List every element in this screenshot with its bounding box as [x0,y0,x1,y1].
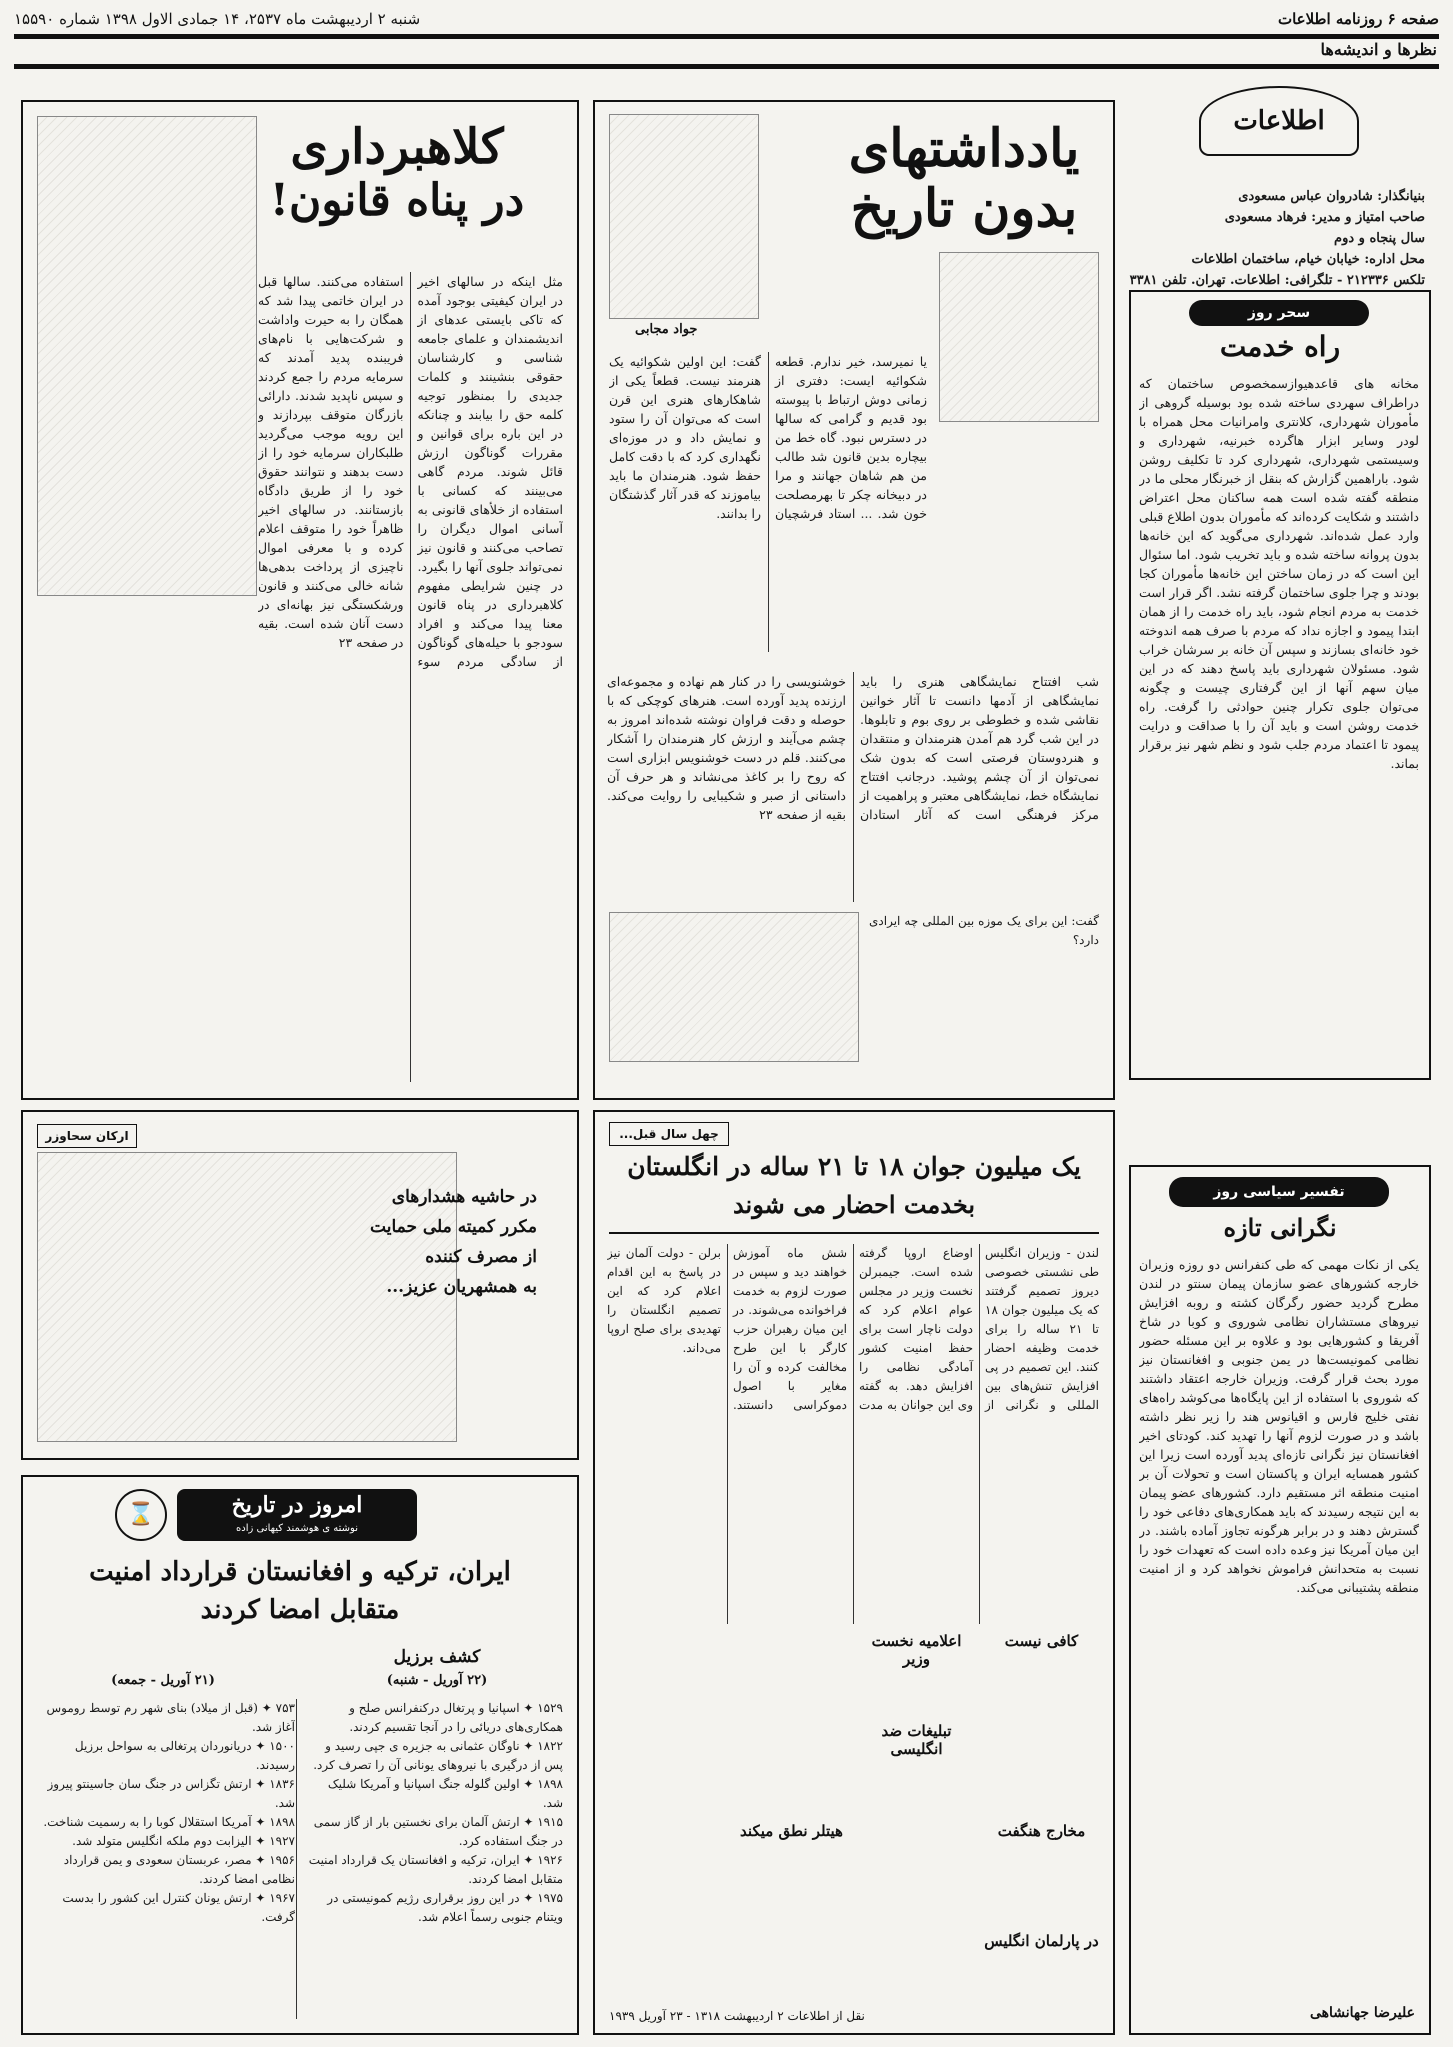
engelestan-subsections [607,1632,1099,2002]
engelestan-footer: نقل از اطلاعات ۲ اردیبهشت ۱۳۱۸ - ۲۳ آوریل ۱۹۳۹ [609,2009,865,2023]
tafsir-author: علیرضا جهانشاهی [1309,2005,1415,2021]
list-item: ۱۹۲۷ ✦ الیزابت دوم ملکه انگلیس متولد شد. [72,1834,295,1848]
hourglass-icon: ⌛ [115,1489,167,1541]
emruz-box [21,1475,579,2035]
list-item: ۱۸۹۸ ✦ آمریکا استقلال کوبا را به رسمیت شناخت. [43,1815,295,1829]
emruz-col2-list [37,1699,295,2019]
sahar-ruz-box [1129,290,1431,1080]
subhead: هیتلر نطق میکند [740,1822,843,1840]
emruz-author: نوشته ی هوشمند کیهانی زاده [236,1523,358,1534]
yaddasht-box [593,100,1115,1100]
yaddasht-body-bottom: شب افتتاح نمایشگاهی هنری را باید نمایشگاهی از آدمها دانست تا آثار خوانین نقاشی شده و خطوطی بر روی بوم و تابلوها. در این شب گرد هم آمدن هنرمندان و منتقدان و هنردوستان فرصتی است که بدون شک نمی‌توان از آن چشم پوشید. درجانب افتتاح نمایشگاه خط، نمایشگاهی معتبر و پراهمیت از مرکز فرهنگی است که آثار استادان خوشنویسی را در کنار هم نهاده و مجموعه‌ای ارزنده پدید آورده است. هنرهای کوچکی که با حوصله و دقت فراوان نوشته شده‌اند امروز به چشم می‌آیند و ارزش کار هنرمندان را آشکار می‌کنند. قلم در دست خوشنویس ابزاری است که روح را بر کاغذ می‌نشاند و هر حرف آن داستانی از صبر و شکیبایی را روایت می‌کند. بقیه از صفحه ۲۳ [607,674,1099,822]
section-title: نظرها و اندیشه‌ها [1320,40,1437,59]
arkadash-caption [337,1182,537,1302]
list-item: ۱۹۷۵ ✦ در این روز برقراری رژیم کمونیستی در ویتنام جنوبی رسماً اعلام شد. [327,1891,563,1924]
yaddasht-author: جواد مجابی [635,322,698,337]
caption-line: از مصرف کننده [425,1247,537,1267]
caption-line: در حاشیه هشدارهای [391,1187,537,1207]
yaddasht-body-top: یا نمیرسد، خیر ندارم. قطعه شکوائیه ایست: دفتری از زمانی دوش ارتباط با پیوسته بود قدیم و گرامی که سالها در دسترس نبود. گاه خط من بیچاره بدین قانون شد طالب من هم شاهان جهانند و مرا در دبیخانه چکر تا بهرمصلحت خون شد. ... استاد فرشچیان گفت: این اولین شکوائیه یک هنرمند نیست. قطعاً یکی از شاهکارهای هنری این قرن است که می‌توان آن را ستود و نمایش داد و در موزه‌ای نگهداری کرد که با دقت کامل حفظ شود. هنرمندان ما باید بیاموزند که قدر آثار گذشتگان را بدانند. [609,354,927,521]
subhead: در پارلمان انگلیس [984,1932,1099,1950]
masthead-line: سال پنجاه و دوم [1334,231,1425,246]
masthead-info [1129,186,1425,291]
tafsir-label: تفسیر سیاسی روز [1169,1177,1389,1207]
emruz-headline-1: ایران، ترکیه و افغانستان قرارداد امنیت [89,1557,511,1587]
kolahbardari-title-1: کلاهبرداری [290,119,504,175]
date-line: شنبه ۲ اردیبهشت ماه ۲۵۳۷، ۱۴ جمادی الاول ۱۳۹۸ شماره ۱۵۵۹۰ [14,10,421,28]
list-item: ۱۸۲۲ ✦ ناوگان عثمانی به جزیره ی جپی رسید و پس از درگیری با نیروهای یونانی آن را تصرف کرد. [313,1739,563,1772]
emruz-col2-date: (۲۱ آوریل - جمعه) [111,1673,215,1688]
engelestan-body: لندن - وزیران انگلیس طی نشستی خصوصی دیروز تصمیم گرفتند که یک میلیون جوان ۱۸ تا ۲۱ ساله را برای خدمت وظیفه احضار کنند. این تصمیم در پی افزایش تنش‌های بین المللی و نگرانی از اوضاع اروپا گرفته شده است. جیمبرلن نخست وزیر در مجلس عوام اعلام کرد که دولت ناچار است برای حفظ امنیت کشور آمادگی نظامی را افزایش دهد. به گفته وی این جوانان به مدت شش ماه آموزش خواهند دید و سپس در صورت لزوم به خدمت فراخوانده می‌شوند. در این میان رهبران حزب کارگر با این طرح مخالفت کرده و آن را مغایر با اصول دموکراسی دانستند. برلن - دولت آلمان نیز در پاسخ به این اقدام اعلام کرد که این تصمیم انگلستان را تهدیدی برای صلح اروپا می‌داند. [607,1246,1099,1412]
emruz-headline-2: متقابل امضا کردند [200,1595,400,1625]
list-item: ۱۸۳۶ ✦ ارتش تگزاس در جنگ سان جاسینتو پیروز شد. [47,1777,295,1810]
masthead-line: صاحب امتیاز و مدیر: فرهاد مسعودی [1224,210,1425,225]
caption-line: مکرر کمیته ملی حمایت [370,1217,537,1237]
author-photo [609,114,759,319]
sahar-ruz-title: راه خدمت [1219,330,1341,363]
yaddasht-title-2: بدون تاریخ [850,178,1078,239]
column-divider [296,1699,297,2019]
list-item: ۱۹۱۵ ✦ ارتش آلمان برای نخستین بار از گاز سمی در جنگ استفاده کرد. [313,1815,563,1848]
headline-rule [609,1232,1099,1234]
subhead: کافی نیست [1004,1632,1079,1650]
emruz-col1-date: (۲۲ آوریل - شنبه) [386,1673,488,1688]
subhead: مخارج هنگفت [997,1822,1086,1840]
logo-emblem [1199,86,1359,156]
engelestan-box [593,1110,1115,2035]
emruz-col1-list [305,1699,563,2019]
caption-line: به همشهریان عزیز... [386,1277,537,1297]
kolahbardari-box [21,100,579,1100]
header-rule-2 [14,64,1439,69]
list-item: ۱۹۶۷ ✦ ارتش یونان کنترل این کشور را بدست گرفت. [62,1891,295,1924]
masthead-line: بنیانگذار: شادروان عباس مسعودی [1238,189,1425,204]
tafsir-title: نگرانی تازه [1223,1213,1337,1242]
list-item: ۱۵۰۰ ✦ دریانوردان پرتغالی به سواحل برزیل رسیدند. [74,1739,295,1772]
engelestan-headline-2: بخدمت احضار می شوند [732,1190,976,1219]
list-item: ۱۹۲۶ ✦ ایران، ترکیه و افغانستان یک قرارداد امنیت متقابل امضا کردند. [308,1853,563,1886]
subhead: تبلیغات ضد انگلیسی [881,1722,952,1758]
page-header [14,10,1439,32]
sahar-ruz-label: سحر روز [1189,300,1369,326]
page-label: صفحه ۶ روزنامه اطلاعات [1277,10,1439,28]
logo-text: اطلاعات [1233,106,1325,136]
kolahbardari-body: مثل اینکه در سالهای اخیر در ایران کیفیتی بوجود آمده که تاکی بایستی عدهای از اندیشمندان و علمای جامعه شناسی و کارشناسان حقوقی بنشینند و کلمات جدیدی را بمنظور توجیه کلمه حق را بیابند و چنانکه در این باره برای قوانین و مقررات گوناگون ارزش قائل شوند. مردم گاهی می‌بینند که کسانی با استفاده از خلأهای قانونی به آسانی اموال دیگران را تصاحب می‌کنند و قانون نیز نمی‌تواند جلوی آنها را بگیرد. در چنین شرایطی مفهوم کلاهبرداری در پناه قانون معنا پیدا می‌کند و افراد سودجو با حیله‌های گوناگون از سادگی مردم سوء استفاده می‌کنند. سالها قبل در ایران خاتمی پیدا شد که همگان را به حیرت واداشت و شرکت‌هایی با نام‌های فریبنده پدید آمدند که سرمایه مردم را جمع کردند و سپس ناپدید شدند. دارائی بازرگان متوقف بپردازند و این رویه موجب می‌گردید طلبکاران سرمایه خود را از دست بدهند و نتوانند حقوق خود را از طریق دادگاه بازستانند. در سالهای اخیر ظاهراً خود را متوقف اعلام کرده و با معرفی اموال ناچیزی از پرداخت بدهی‌ها شانه خالی می‌کنند و قانون ورشکستگی نیز بهانه‌ای در دست آنان شده است. بقیه در صفحه ۲۳ [258,274,563,669]
arkadash-header: ارکان سحاوزر [37,1124,137,1148]
list-item: ۱۸۹۸ ✦ اولین گلوله جنگ اسپانیا و آمریکا شلیک شد. [327,1777,563,1810]
list-item: ۱۵۲۹ ✦ اسپانیا و پرتغال درکنفرانس صلح و همکاری‌های دریائی را در آنجا تقسیم کردند. [349,1701,563,1734]
tafsir-body: یکی از نکات مهمی که طی کنفرانس دو روزه وزیران خارجه کشورهای عضو سازمان پیمان سنتو در لندن مطرح گردید حضور رگرگان کشته و روبه افزایش نیروهای مستشاران نظامی شوروی و کوبا در شاخ آفریقا و کشورهایی بود و علاوه بر این مسئله حضور نظامی کمونیست‌ها در یمن جنوبی و افغانستان نیز مورد بحث قرار گرفت. وزیران خارجه اعتقاد داشتند که شوروی با استفاده از این پایگاه‌ها می‌کوشد راه‌های نفتی خلیج فارس و اقیانوس هند را زیر نظر داشته باشد و در صورت لزوم آنها را تهدید کند. کودتای اخیر افغانستان نیز نگرانی تازه‌ای پدید آورده است زیرا این کشور همسایه ایران و پاکستان است و تحولات آن بر امنیت منطقه اثر مستقیم دارد. کشورهای عضو پیمان به این نتیجه رسیدند که باید همکاری‌های دفاعی خود را گسترش دهند و در برابر هرگونه تجاوز آماده باشند. در این میان آمریکا نیز وعده داده است که تعهدات خود را نسبت به متحدانش فراموش نخواهد کرد و از امنیت منطقه پشتیبانی می‌کند. [1139,1257,1419,1595]
tafsir-box [1129,1165,1431,2035]
list-item: ۱۹۵۶ ✦ مصر، عربستان سعودی و یمن قرارداد نظامی امضا کردند. [63,1853,295,1886]
yaddasht-caption: گفت: این برای یک موزه بین المللی چه ایرادی دارد؟ [869,914,1099,947]
stacked-books-illustration [37,116,257,596]
yaddasht-title-1: یادداشتهای [848,118,1080,179]
engelestan-label: چهل سال قبل... [609,1122,729,1146]
sahar-ruz-body: مخانه های قاعدهیوازسمخصوص ساختمان که دراطراف سهردی ساخته شده بود بوسیله گروهی از مأموران شهرداری، کلانتری وامرانیات محل همراه با لودر وسایر ابزار هاگرده خبرنیه، شهرداری و وسیستمی شهرداری، شهرداری کرد تا تکلیف روشن شود. باراهمین گزارش که بنقل از خبرنگار محلی ما در منطقه گفته شده است همه ساکنان محل اعتراض داشتند و شکایت کرده‌اند که مأموران بدون اطلاع قبلی وارد عمل شده‌اند. شهرداری می‌گوید که این خانه‌ها بدون پروانه ساخته شده و باید تخریب شود. اما سئوال این است که در زمان ساختن این خانه‌ها مأموران کجا بودند و چرا جلوی ساختمان گرفته نشد. اگر قرار است خدمت به مردم انجام شود، باید راه خدمت را از همان ابتدا پیمود و اجازه نداد که مردم با صرف همه اندوخته خود خانه‌ای بسازند و سپس آن خانه بر سرشان خراب شود. مسئولان شهرداری باید پاسخ دهند که در این میان سهم آنها از این گرفتاری چیست و چگونه می‌توان جلوی تکرار چنین حوادثی را گرفت. راه خدمت روشن است و باید آن را با صداقت و درایت پیمود تا اعتماد مردم جلب شود و نظم شهر نیز برقرار بماند. [1139,376,1419,771]
emruz-title: امروز در تاریخ [231,1492,363,1518]
masthead-line: تلکس ۲۱۲۳۳۶ - تلگرافی: اطلاعات. تهران. تلفن ۳۳۸۱ [1129,273,1425,288]
list-item: ۷۵۳ ✦ (قبل از میلاد) بنای شهر رم توسط روموس آغاز شد. [46,1701,295,1734]
writer-illustration [939,252,1099,422]
engelestan-headline-1: یک میلیون جوان ۱۸ تا ۲۱ ساله در انگلستان [627,1152,1081,1181]
header-rule [14,34,1439,39]
subhead: اعلامیه نخست وزیر [871,1632,962,1668]
kolahbardari-title-2: در پناه قانون! [269,175,525,226]
masthead-line: محل اداره: خیابان خیام، ساختمان اطلاعات [1191,252,1425,267]
emruz-banner [177,1489,417,1541]
pen-hand-illustration [609,912,859,1062]
emruz-col1-title: کشف برزیل [393,1647,481,1667]
arkadash-box [21,1110,579,1460]
